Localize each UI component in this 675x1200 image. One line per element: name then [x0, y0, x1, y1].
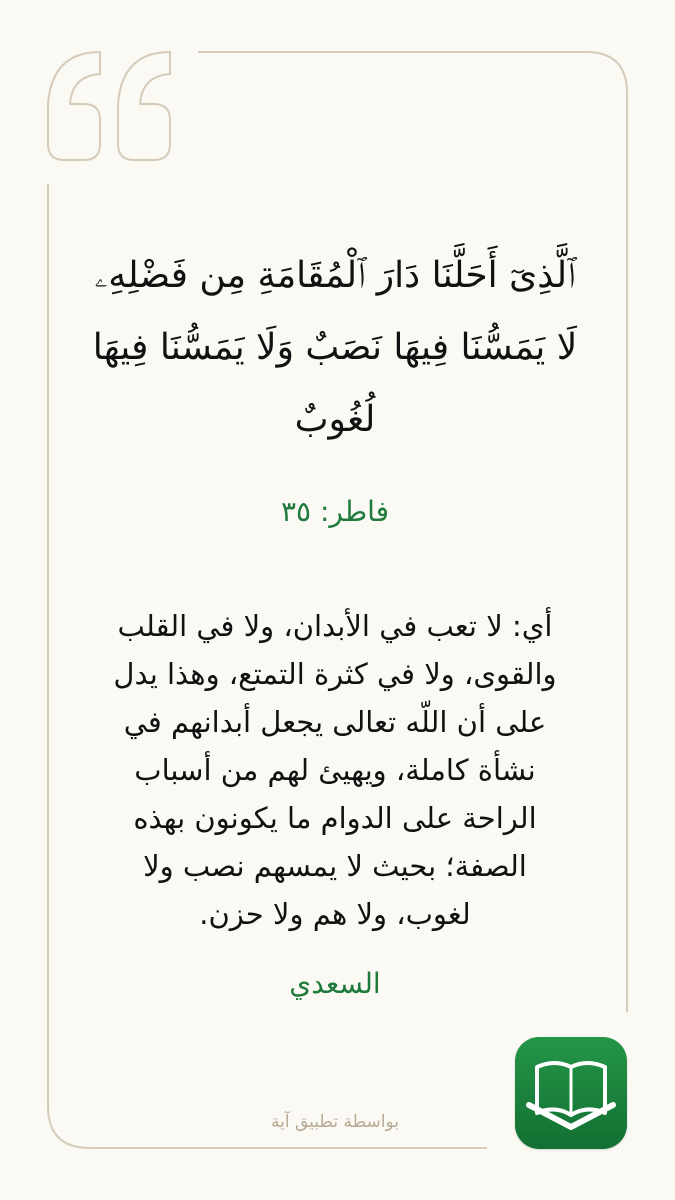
ayah-text: ٱلَّذِىٓ أَحَلَّنَا دَارَ ٱلْمُقَامَةِ مِن فَضْلِهِۦ لَا يَمَسُّنَا فِيهَا نَصَبٌ وَلَا يَمَسُّنَا فِيهَا لُغُوبٌ — [92, 255, 578, 440]
tafsir-source: السعدي — [289, 967, 381, 1000]
surah-reference: فاطر: ٣٥ — [280, 495, 390, 528]
quote-card — [80, 240, 590, 1004]
app-credit: بواسطة تطبيق آية — [270, 1112, 400, 1132]
quote-icon — [44, 48, 176, 164]
app-logo — [515, 1037, 627, 1149]
tafsir-text: أي: لا تعب في الأبدان، ولا في القلب والقوى، ولا في كثرة التمتع، وهذا يدل على أن اللّه تعالى يجعل أبدانهم في نشأة كاملة، ويهيئ لهم من أسباب الراحة على الدوام ما يكونون بهذه الصفة؛ بحيث لا يمسهم نصب ولا لغوب، ولا هم ولا حزن. — [113, 609, 557, 931]
quran-book-icon — [515, 1037, 627, 1149]
